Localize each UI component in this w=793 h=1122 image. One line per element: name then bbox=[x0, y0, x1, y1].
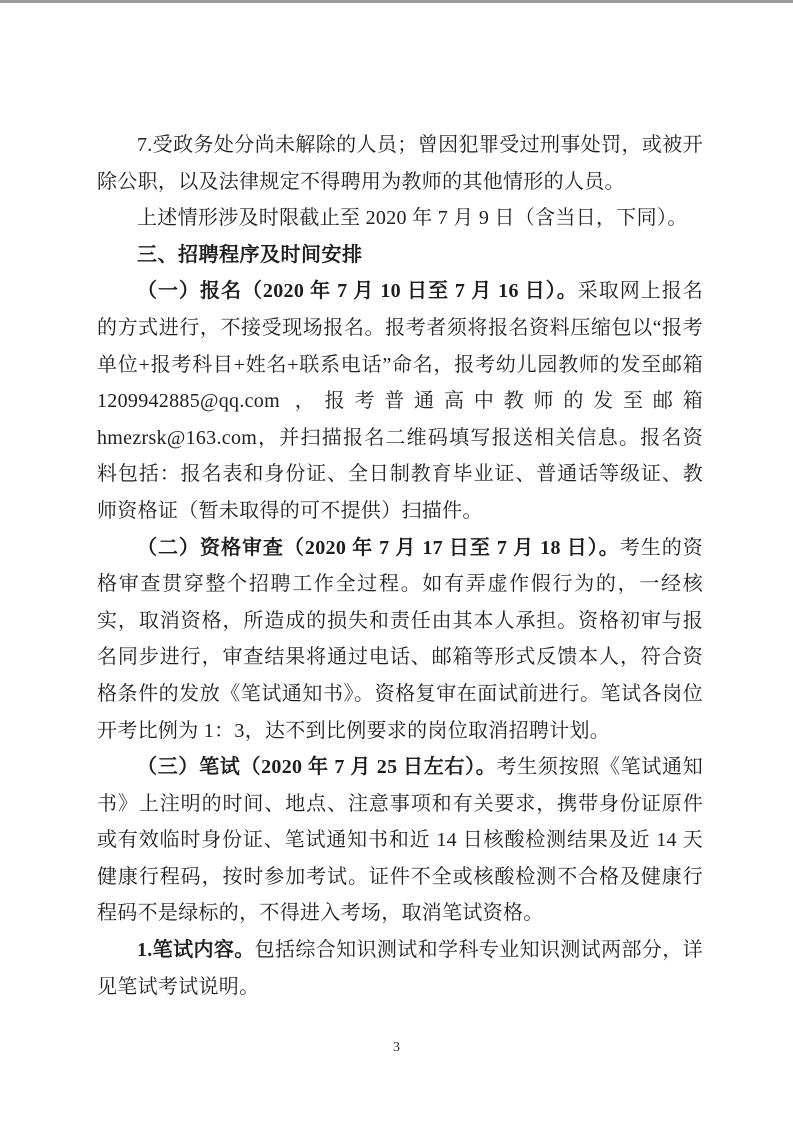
body-text: 考生须按照《笔试通知书》上注明的时间、地点、注意事项和有关要求，携带身份证原件或有效临时身份证、笔试通知书和近 14 日核酸检测结果及近 14 天健康行程码，按时参加考试。证件不全或核酸检测不合格及健康行程码不是绿标的，不得进入考场，取消笔试资格。 bbox=[97, 756, 703, 925]
body-text: 上述情形涉及时限截止至 2020 年 7 月 9 日（含当日，下同）。 bbox=[137, 207, 688, 230]
emphasis-text: （二）资格审查（2020 年 7 月 17 日至 7 月 18 日）。 bbox=[137, 536, 620, 559]
body-text: 包括综合知识测试和学科专业知识测试两部分，详见笔试考试说明。 bbox=[97, 939, 703, 998]
body-text: 7.受政务处分尚未解除的人员；曾因犯罪受过刑事处罚，或被开除公职，以及法律规定不得聘用为教师的其他情形的人员。 bbox=[97, 134, 703, 193]
paragraph bbox=[97, 530, 703, 750]
paragraph bbox=[97, 200, 703, 237]
body-text: 采取网上报名的方式进行，不接受现场报名。报考者须将报名资料压缩包以“报考单位+报考科目+姓名+联系电话”命名，报考幼儿园教师的发至邮箱 1209942885@qq.com ，报考普通高中教师的发至邮箱 hmezrsk@163.com，并扫描报名二维码填写报送相关信息。报名资料包括：报名表和身份证、全日制教育毕业证、普通话等级证、教师资格证（暂未取得的可不提供）扫描件。 bbox=[97, 280, 703, 522]
emphasis-text: （一）报名（2020 年 7 月 10 日至 7 月 16 日）。 bbox=[137, 280, 578, 303]
paragraph bbox=[97, 749, 703, 932]
emphasis-text: 1.笔试内容。 bbox=[137, 939, 255, 962]
paragraph bbox=[97, 127, 703, 200]
body-text: 考生的资格审查贯穿整个招聘工作全过程。如有弄虚作假行为的，一经核实，取消资格，所造成的损失和责任由其本人承担。资格初审与报名同步进行，审查结果将通过电话、邮箱等形式反馈本人，符合资格条件的发放《笔试通知书》。资格复审在面试前进行。笔试各岗位开考比例为 1：3，达不到比例要求的岗位取消招聘计划。 bbox=[97, 536, 704, 742]
emphasis-text: 三、招聘程序及时间安排 bbox=[137, 243, 363, 266]
paragraph bbox=[97, 932, 703, 1005]
emphasis-text: （三）笔试（2020 年 7 月 25 日左右）。 bbox=[137, 756, 497, 779]
section-heading bbox=[97, 237, 703, 274]
paragraph bbox=[97, 273, 703, 529]
document-body bbox=[97, 127, 703, 1005]
page-number: 3 bbox=[393, 1040, 400, 1055]
